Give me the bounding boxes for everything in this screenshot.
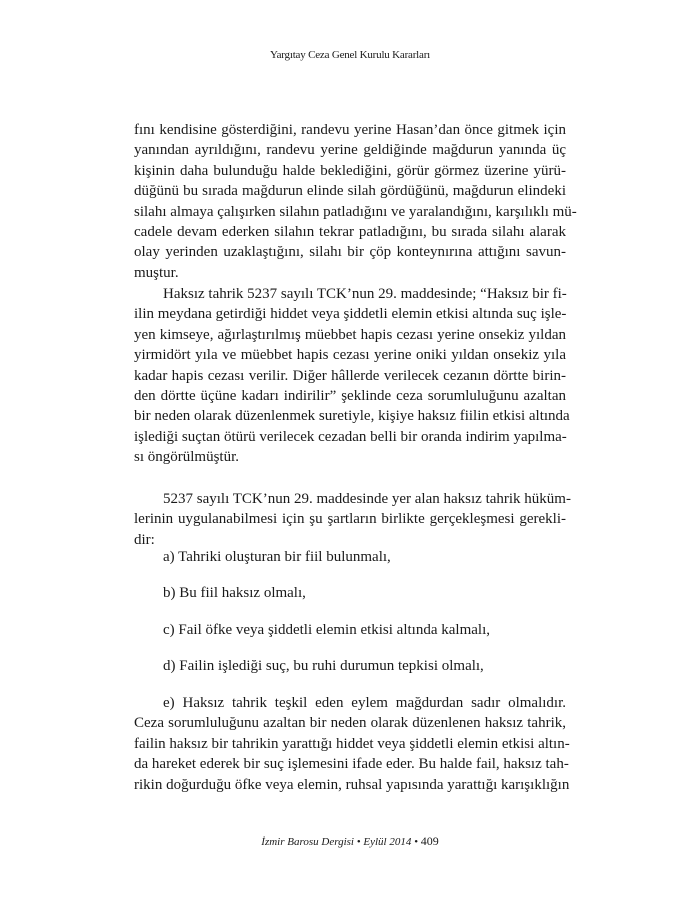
paragraph — [134, 583, 566, 603]
text-line: yen kimseye, ağırlaştırılmış müebbet hapis cezası yerine onsekiz yıldan — [134, 326, 566, 343]
paragraph — [134, 120, 577, 283]
paragraph — [134, 620, 566, 640]
text-line: ilin meydana getirdiği hiddet veya şiddetli elemin etkisi altında suç işle- — [134, 306, 567, 323]
paragraph — [134, 489, 571, 550]
text-line: düğünü bu sırada mağdurun elinde silah gördüğünü, mağdurun elindeki — [134, 183, 566, 200]
text-line: olay yerinden uzaklaştığını, silahı bir çöp konteynırına attığını savun- — [134, 244, 566, 261]
footer-separator: • — [356, 836, 361, 848]
text-line: rikin doğurduğu öfke veya elemin, ruhsal yapısında yarattığı karışıklığın — [134, 776, 570, 793]
text-line: b) Bu fiil haksız olmalı, — [163, 585, 306, 601]
text-line: kadar hapis cezası verilir. Diğer hâllerde verilecek cezanın dörtte birin- — [134, 367, 566, 384]
page-number: 409 — [420, 834, 439, 848]
text-line: da hareket ederek bir suç işlemesini ifade eder. Bu halde fail, haksız tah- — [134, 756, 569, 773]
paragraph — [134, 693, 570, 795]
text-line: fını kendisine gösterdiğini, randevu yerine Hasan’dan önce gitmek için — [134, 122, 566, 138]
journal-name: İzmir Barosu Dergisi — [261, 836, 354, 848]
text-line: dir: — [134, 531, 155, 548]
text-line: kişinin daha bulunduğu halde beklediğini, görür görmez üzerine yürü- — [134, 162, 566, 179]
text-line: yirmidört yıla ve müebbet hapis cezası yerine oniki yıldan onsekiz yıla — [134, 347, 566, 364]
text-line: sı öngörülmüştür. — [134, 449, 240, 466]
text-line: lerinin uygulanabilmesi için şu şartların birlikte gerçekleşmesi gerekli- — [134, 511, 566, 528]
text-line: işlediği suçtan ötürü verilecek cezadan belli bir oranda indirim yapılma- — [134, 428, 567, 445]
text-line: c) Fail öfke veya şiddetli elemin etkisi altında kalmalı, — [163, 622, 490, 638]
text-line: d) Failin işlediği suç, bu ruhi durumun tepkisi olmalı, — [163, 658, 484, 674]
paragraph — [134, 284, 570, 468]
text-line: e) Haksız tahrik teşkil eden eylem mağdurdan sadır olmalıdır. — [163, 695, 566, 711]
text-line: Ceza sorumluluğunu azaltan bir neden olarak düzenlenen haksız tahrik, — [134, 715, 566, 732]
running-header: Yargıtay Ceza Genel Kurulu Kararları — [269, 49, 431, 61]
issue-date: Eylül 2014 — [363, 836, 412, 848]
text-line: failin haksız bir tahrikin yarattığı hiddet veya şiddetli elemin etkisi altın- — [134, 735, 570, 752]
text-line: den dörtte üçüne kadarı indirilir” şeklinde ceza sorumluluğunu azaltan — [134, 387, 566, 404]
paragraph — [134, 656, 566, 676]
text-line: silahı almaya çalışırken silahın patladığını ve yaralandığını, karşılıklı mü- — [134, 203, 577, 220]
text-line: a) Tahriki oluşturan bir fiil bulunmalı, — [163, 549, 391, 565]
paragraph — [134, 547, 566, 567]
text-line: Haksız tahrik 5237 sayılı TCK’nun 29. maddesinde; “Haksız bir fi- — [163, 286, 567, 302]
running-footer — [0, 834, 700, 849]
text-line: bir neden olarak düzenlenmek suretiyle, kişiye haksız fiilin etkisi altında — [134, 408, 570, 425]
footer-separator: • — [414, 836, 418, 848]
text-line: 5237 sayılı TCK’nun 29. maddesinde yer alan haksız tahrik hüküm- — [163, 491, 571, 507]
text-line: muştur. — [134, 264, 179, 281]
text-line: yanından ayrıldığını, randevu yerine geldiğinde mağdurun yanında üç — [134, 142, 566, 159]
text-line: cadele devam ederken silahın tekrar patladığını, bu sırada silahı alarak — [134, 223, 566, 240]
